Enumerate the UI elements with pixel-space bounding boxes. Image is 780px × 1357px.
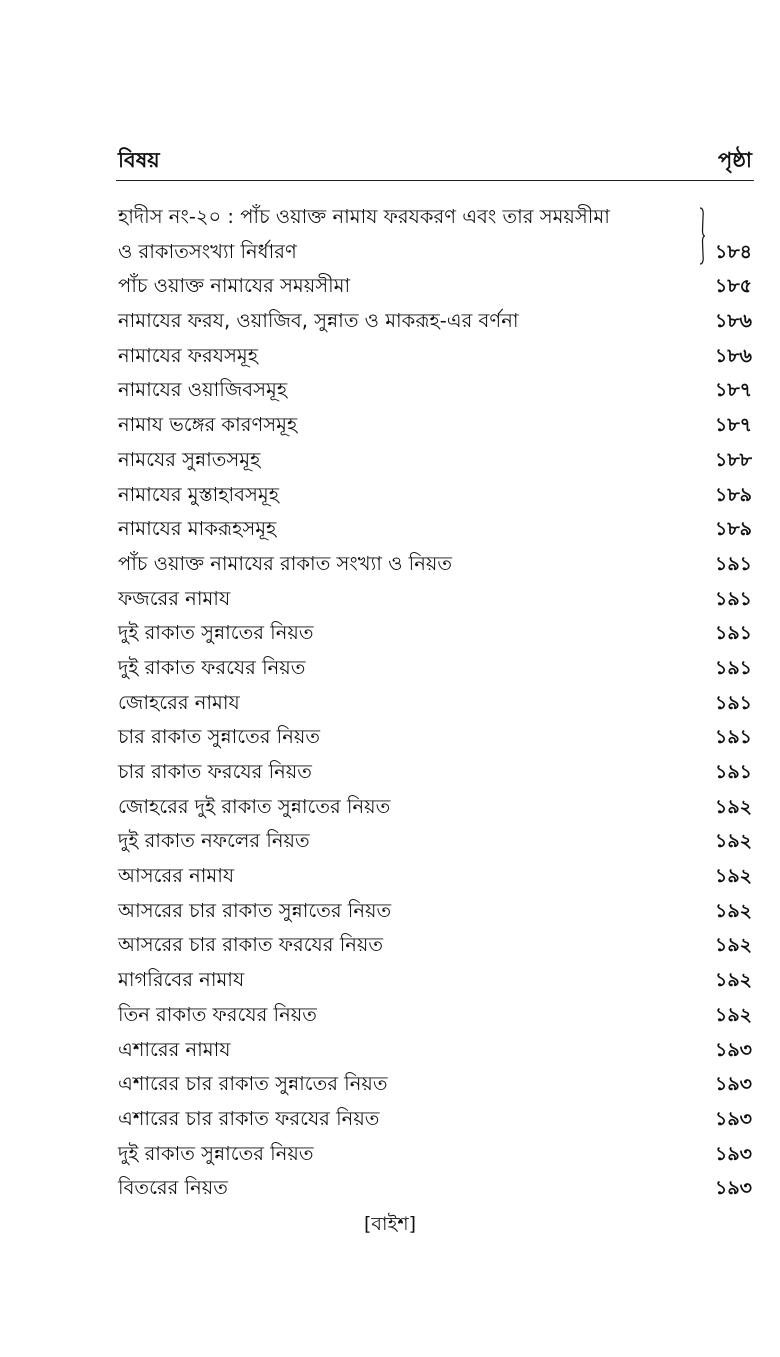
toc-entry [118, 651, 754, 686]
entry-title: আসরের চার রাকাত ফরযের নিয়ত [118, 933, 384, 957]
entry-page: ১৯২ [714, 899, 752, 922]
entry-page: ১৯৩ [714, 1177, 752, 1200]
toc-entry [118, 755, 754, 790]
entry-title: নামাযের ওয়াজিবসমূহ [118, 378, 288, 402]
toc-entry [118, 790, 754, 825]
toc-entry [118, 304, 754, 339]
toc-entry [118, 1137, 754, 1172]
entry-page: ১৯১ [715, 656, 752, 679]
entry-title: নামাযের মাকরূহসমূহ [118, 517, 277, 541]
entry-page: ১৯২ [714, 865, 752, 888]
toc-entry [118, 478, 754, 513]
entry-page: ১৯১ [715, 622, 752, 645]
toc-entry [118, 1102, 754, 1137]
entry-page: ১৯১ [715, 552, 752, 575]
toc-entry [118, 1171, 754, 1206]
toc-entry [118, 408, 754, 443]
toc-entry [118, 616, 754, 651]
toc-entry [118, 200, 754, 235]
toc-entry [118, 720, 754, 755]
entry-title: নামাযের ফরযসমূহ [118, 343, 258, 367]
toc-entry [118, 859, 754, 894]
toc-entry [118, 963, 754, 998]
toc-entry [118, 443, 754, 478]
toc-entry [118, 339, 754, 374]
entry-title: নামায ভঙ্গের কারণসমূহ [118, 413, 298, 437]
toc-entry [118, 582, 754, 617]
header-divider [116, 180, 754, 181]
entry-title: ও রাকাতসংখ্যা নির্ধারণ [118, 239, 297, 263]
toc-entry [118, 1067, 754, 1102]
entry-page: ১৯৩ [714, 1107, 752, 1130]
table-of-contents [118, 200, 754, 1206]
toc-entry [118, 1033, 754, 1068]
entry-page: ১৯১ [715, 726, 752, 749]
entry-page: ১৯১ [715, 691, 752, 714]
entry-page: ১৯১ [715, 761, 752, 783]
toc-entry [118, 235, 754, 270]
toc-entry [118, 686, 754, 721]
entry-title: আসরের চার রাকাত সুন্নাতের নিয়ত [118, 898, 392, 922]
toc-entry [118, 547, 754, 582]
entry-title: দুই রাকাত সুন্নাতের নিয়ত [118, 1141, 314, 1165]
toc-entry [118, 269, 754, 304]
toc-entry [118, 894, 754, 929]
entry-title: বিতরের নিয়ত [118, 1176, 228, 1200]
toc-entry [118, 512, 754, 547]
entry-page: ১৮৯ [715, 518, 752, 541]
page-column-heading: পৃষ্ঠা [717, 148, 752, 172]
entry-page: ১৮৬ [714, 344, 752, 367]
entry-page: ১৮৭ [714, 414, 752, 437]
entry-title: পাঁচ ওয়াক্ত নামাযের রাকাত সংখ্যা ও নিয়ত [118, 551, 453, 575]
entry-title: এশারের চার রাকাত সুন্নাতের নিয়ত [118, 1072, 388, 1096]
entry-page: ১৮৭ [714, 379, 752, 402]
entry-title: দুই রাকাত ফরযের নিয়ত [118, 655, 306, 679]
entry-page: ১৯৩ [714, 1142, 752, 1165]
entry-title: এশারের নামায [118, 1037, 231, 1061]
entry-page: ১৮৫ [715, 275, 752, 298]
entry-title: আসরের নামায [118, 864, 235, 888]
toc-entry [118, 928, 754, 963]
entry-page: ১৮৪ [715, 240, 752, 263]
entry-page: ১৮৮ [715, 448, 752, 471]
entry-page: ১৯২ [714, 795, 752, 818]
page-number-marker: [বাইশ] [363, 1213, 417, 1235]
entry-title: দুই রাকাত সুন্নাতের নিয়ত [118, 621, 314, 645]
toc-entry [118, 373, 754, 408]
entry-title: চার রাকাত সুন্নাতের নিয়ত [118, 725, 321, 749]
entry-title: চার রাকাত ফরযের নিয়ত [118, 760, 312, 783]
entry-title: তিন রাকাত ফরযের নিয়ত [118, 1002, 317, 1026]
entry-title: পাঁচ ওয়াক্ত নামাযের সময়সীমা [118, 274, 351, 298]
entry-page: ১৮৬ [714, 310, 752, 333]
subject-column-heading: বিষয় [118, 148, 160, 172]
entry-title: এশারের চার রাকাত ফরযের নিয়ত [118, 1106, 380, 1130]
entry-title: জোহরের দুই রাকাত সুন্নাতের নিয়ত [118, 794, 391, 818]
entry-title: মাগরিবের নামায [118, 968, 245, 992]
grouping-brace [699, 207, 705, 265]
entry-page: ১৮৯ [715, 483, 752, 506]
entry-title: হাদীস নং-২০ : পাঁচ ওয়াক্ত নামায ফরযকরণ এবং তার সময়সীমা [118, 205, 610, 228]
entry-title: ফজরের নামায [118, 586, 231, 610]
entry-page: ১৯২ [714, 969, 752, 992]
entry-title: নামাযের মুস্তাহাবসমূহ [118, 482, 279, 506]
entry-page: ১৯৩ [714, 1073, 752, 1096]
toc-entry [118, 998, 754, 1033]
entry-page: ১৯২ [714, 1003, 752, 1026]
entry-page: ১৯১ [715, 587, 752, 610]
entry-page: ১৯৩ [714, 1038, 752, 1061]
entry-title: জোহরের নামায [118, 690, 240, 714]
entry-page: ১৯২ [714, 934, 752, 957]
entry-title: নামযের সুন্নাতসমূহ [118, 447, 261, 471]
entry-title: দুই রাকাত নফলের নিয়ত [118, 829, 310, 853]
entry-page: ১৯২ [714, 830, 752, 853]
entry-title: নামাযের ফরয, ওয়াজিব, সুন্নাত ও মাকরূহ-এর বর্ণনা [118, 309, 519, 333]
toc-entry [118, 824, 754, 859]
toc-header [116, 140, 754, 180]
